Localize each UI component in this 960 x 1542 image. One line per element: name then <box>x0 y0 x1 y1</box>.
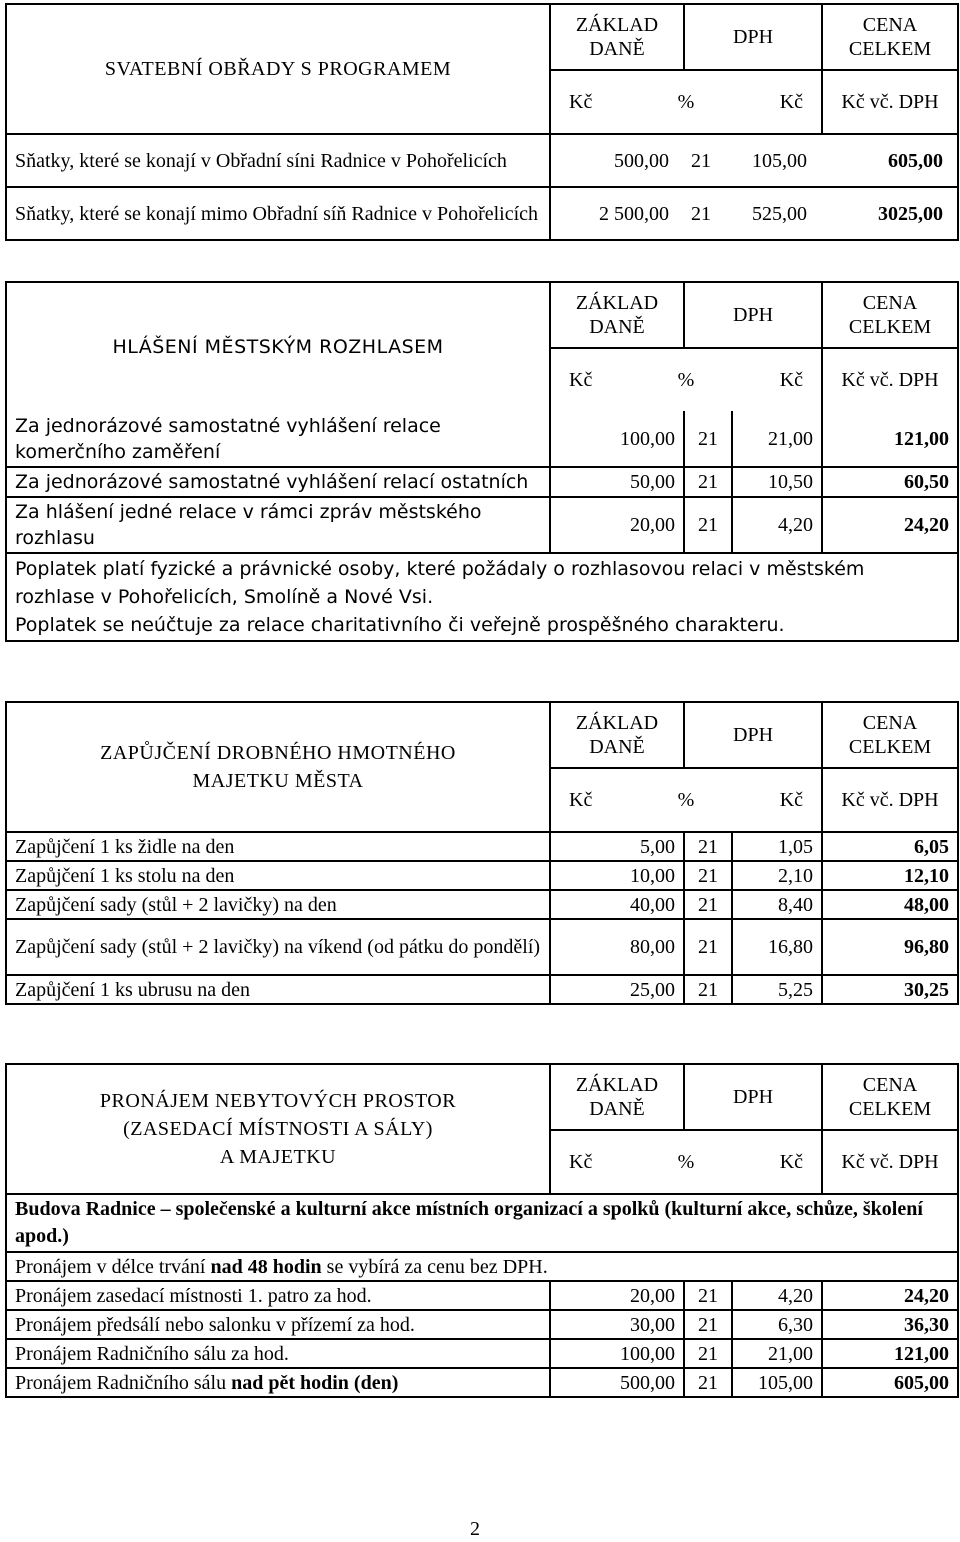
fee-description: Zapůjčení 1 ks ubrusu na den <box>6 975 550 1004</box>
fee-description-text: Pronájem Radničního sálu <box>15 1371 232 1394</box>
fee-description <box>6 1368 550 1397</box>
vat-amount: 1,05 <box>732 832 822 861</box>
vat-amount: 4,20 <box>732 1281 822 1310</box>
long-rent-text: Pronájem v délce trvání <box>15 1255 211 1278</box>
broadcast-note-exemption: Poplatek se neúčtuje za relace charitativního či veřejně prospěšného charakteru. <box>15 614 785 636</box>
currency-subheader <box>550 768 822 832</box>
total-amount: 3025,00 <box>878 202 943 225</box>
kc-incl-vat-header: Kč vč. DPH <box>822 768 958 832</box>
vat-percent: 21 <box>684 411 732 467</box>
vat-header: DPH <box>684 1064 822 1130</box>
ceremonies-title <box>6 4 550 134</box>
base-amount: 40,00 <box>550 890 684 919</box>
rental-title <box>6 702 550 832</box>
total-amount: 60,50 <box>822 467 958 497</box>
vat-percent: 21 <box>684 1339 732 1368</box>
percent-label: % <box>677 91 695 113</box>
fee-description: Pronájem zasedací místnosti 1. patro za hod. <box>6 1281 550 1310</box>
rental-table <box>5 701 959 1005</box>
total-amount: 12,10 <box>822 861 958 890</box>
vat-percent: 21 <box>684 890 732 919</box>
vat-percent: 21 <box>691 202 711 225</box>
kc-label: Kč <box>779 1151 804 1173</box>
total-amount: 605,00 <box>822 1368 958 1397</box>
vat-amount: 10,50 <box>732 467 822 497</box>
total-amount: 24,20 <box>822 497 958 553</box>
vat-percent: 21 <box>684 861 732 890</box>
vat-amount: 6,30 <box>732 1310 822 1339</box>
base-amount: 20,00 <box>550 497 684 553</box>
vat-amount: 21,00 <box>732 1339 822 1368</box>
vat-amount: 105,00 <box>752 149 807 172</box>
vat-amount: 525,00 <box>752 202 807 225</box>
base-amount: 30,00 <box>550 1310 684 1339</box>
premises-title-line3: A MAJETKU <box>219 1146 337 1168</box>
currency-subheader <box>550 1130 822 1194</box>
fee-description: Zapůjčení sady (stůl + 2 lavičky) na den <box>6 890 550 919</box>
rental-title-line2: MAJETKU MĚSTA <box>192 770 364 792</box>
broadcast-title: HLÁŠENÍ MĚSTSKÝM ROZHLASEM <box>6 282 550 411</box>
vat-header: DPH <box>684 4 822 70</box>
base-tax-header: ZÁKLAD DANĚ <box>550 282 684 348</box>
total-amount: 48,00 <box>822 890 958 919</box>
total-amount: 36,30 <box>822 1310 958 1339</box>
ceremonies-table <box>5 3 959 241</box>
ceremonies-title-text: SVATEBNÍ OBŘADY S PROGRAMEM <box>104 58 452 80</box>
rental-title-line1: ZAPŮJČENÍ DROBNÉHO HMOTNÉHO <box>100 742 456 764</box>
kc-label: Kč <box>779 789 804 811</box>
base-amount: 20,00 <box>550 1281 684 1310</box>
kc-incl-vat-header: Kč vč. DPH <box>822 1130 958 1194</box>
vat-percent: 21 <box>684 919 732 975</box>
vat-amount: 105,00 <box>732 1368 822 1397</box>
long-rent-duration: nad 48 hodin <box>210 1255 322 1278</box>
premises-title-line1: PRONÁJEM NEBYTOVÝCH PROSTOR <box>99 1090 457 1112</box>
base-amount: 2 500,00 <box>599 202 669 225</box>
kc-incl-vat-header: Kč vč. DPH <box>822 348 958 411</box>
vat-header: DPH <box>684 282 822 348</box>
vat-percent: 21 <box>691 149 711 172</box>
base-tax-header: ZÁKLAD DANĚ <box>550 1064 684 1130</box>
vat-percent: 21 <box>684 832 732 861</box>
percent-label: % <box>677 369 695 391</box>
fee-description: Zapůjčení 1 ks stolu na den <box>6 861 550 890</box>
fee-description: Zapůjčení 1 ks židle na den <box>6 832 550 861</box>
currency-subheader <box>550 348 822 411</box>
total-header: CENA CELKEM <box>822 282 958 348</box>
total-amount: 24,20 <box>822 1281 958 1310</box>
vat-amount: 8,40 <box>732 890 822 919</box>
vat-percent: 21 <box>684 1368 732 1397</box>
kc-label: Kč <box>569 1151 593 1173</box>
vat-amount: 5,25 <box>732 975 822 1004</box>
total-amount: 30,25 <box>822 975 958 1004</box>
kc-label: Kč <box>779 91 804 113</box>
total-amount: 121,00 <box>822 1339 958 1368</box>
broadcast-note <box>6 553 958 641</box>
kc-label: Kč <box>569 789 593 811</box>
fee-description: Pronájem předsálí nebo salonku v přízemí za hod. <box>6 1310 550 1339</box>
vat-amount: 2,10 <box>732 861 822 890</box>
vat-percent: 21 <box>684 497 732 553</box>
broadcast-table <box>5 281 959 642</box>
vat-amount: 21,00 <box>732 411 822 467</box>
base-amount: 50,00 <box>550 467 684 497</box>
base-amount: 100,00 <box>550 411 684 467</box>
vat-amount: 16,80 <box>732 919 822 975</box>
currency-subheader <box>550 70 822 134</box>
kc-label: Kč <box>569 369 593 391</box>
vat-percent: 21 <box>684 467 732 497</box>
fee-description: Za hlášení jedné relace v rámci zpráv městského rozhlasu <box>6 497 550 553</box>
total-amount: 605,00 <box>888 149 943 172</box>
fee-values <box>550 187 958 240</box>
fee-description: Sňatky, které se konají mimo Obřadní síň Radnice v Pohořelicích <box>6 187 550 240</box>
total-header: CENA CELKEM <box>822 1064 958 1130</box>
base-tax-header: ZÁKLAD DANĚ <box>550 702 684 768</box>
premises-long-rent-note <box>6 1252 958 1281</box>
premises-title-line2: (ZASEDACÍ MÍSTNOSTI A SÁLY) <box>123 1118 433 1140</box>
page-number: 2 <box>470 1518 480 1540</box>
total-header: CENA CELKEM <box>822 4 958 70</box>
total-amount: 6,05 <box>822 832 958 861</box>
base-amount: 80,00 <box>550 919 684 975</box>
vat-percent: 21 <box>684 975 732 1004</box>
base-amount: 5,00 <box>550 832 684 861</box>
fee-values <box>550 134 958 187</box>
base-tax-header: ZÁKLAD DANĚ <box>550 4 684 70</box>
fee-description: Pronájem Radničního sálu za hod. <box>6 1339 550 1368</box>
broadcast-note-payers: Poplatek platí fyzické a právnické osoby, které požádaly o rozhlasovou relaci v městském rozhlase v Pohořelicích, Smolíně a Nové Vsi. <box>15 558 865 608</box>
fee-description: Za jednorázové samostatné vyhlášení relace komerčního zaměření <box>6 411 550 467</box>
fee-description-emphasis: nad pět hodin (den) <box>231 1371 399 1394</box>
premises-intro: Budova Radnice – společenské a kulturní akce místních organizací a spolků (kulturní akce, schůze, školení apod.) <box>6 1194 958 1252</box>
kc-incl-vat-header: Kč vč. DPH <box>822 70 958 134</box>
total-amount: 121,00 <box>822 411 958 467</box>
premises-title <box>6 1064 550 1194</box>
base-amount: 10,00 <box>550 861 684 890</box>
total-amount: 96,80 <box>822 919 958 975</box>
long-rent-text-end: se vybírá za cenu bez DPH. <box>321 1255 548 1278</box>
total-header: CENA CELKEM <box>822 702 958 768</box>
percent-label: % <box>677 789 695 811</box>
percent-label: % <box>677 1151 695 1173</box>
vat-percent: 21 <box>684 1310 732 1339</box>
base-amount: 500,00 <box>614 149 669 172</box>
premises-table <box>5 1063 959 1398</box>
vat-amount: 4,20 <box>732 497 822 553</box>
base-amount: 25,00 <box>550 975 684 1004</box>
base-amount: 100,00 <box>550 1339 684 1368</box>
fee-description: Za jednorázové samostatné vyhlášení relací ostatních <box>6 467 550 497</box>
kc-label: Kč <box>779 369 804 391</box>
fee-description: Sňatky, které se konají v Obřadní síni Radnice v Pohořelicích <box>6 134 550 187</box>
fee-description: Zapůjčení sady (stůl + 2 lavičky) na víkend (od pátku do pondělí) <box>6 919 550 975</box>
vat-header: DPH <box>684 702 822 768</box>
vat-percent: 21 <box>684 1281 732 1310</box>
base-amount: 500,00 <box>550 1368 684 1397</box>
kc-label: Kč <box>569 91 593 113</box>
